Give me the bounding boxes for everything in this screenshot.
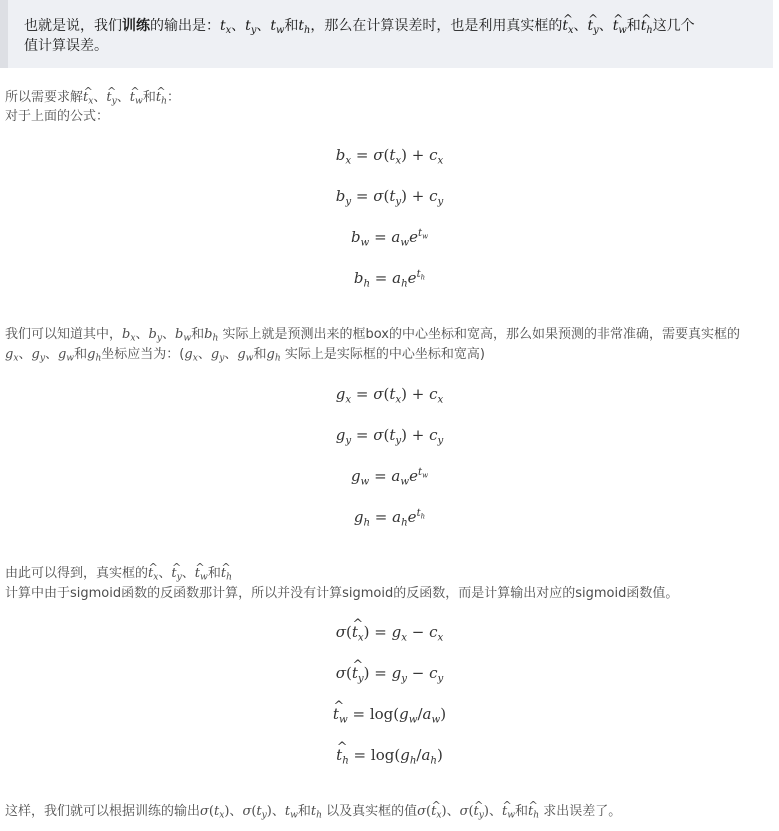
- math-ty: $t_y$: [245, 18, 257, 36]
- blockquote-text: 也就是说，我们训练的输出是：$t_x$、$t_y$、$t_w$和$t_h$，那么在计算误差时，也是利用真实框的^ $t_x$、^ $t_y$、^ $t_w$和^ $t_h$这几个 值计算误差。: [24, 16, 769, 56]
- text: 也就是说，我们: [24, 18, 122, 34]
- text: 的输出是：: [150, 18, 220, 34]
- paragraph-line: 所以需要求解^ $t_x$、^ $t_y$、^ $t_w$和^ $t_h$：: [5, 89, 180, 107]
- math-tw: $t_w$: [270, 18, 285, 36]
- blockquote: [0, 0, 773, 68]
- equation-gx: $g_x = \sigma(t_x) + c_x$: [335, 385, 444, 406]
- paragraph-line: $g_x$、$g_y$、$g_w$和$g_h$坐标应当为：($g_x$、$g_y$、$g_w$和$g_h$ 实际上是实际框的中心坐标和宽高): [5, 347, 485, 364]
- text: 这几个: [652, 18, 695, 34]
- equation-tw-hat: ^ $t_w = \log(g_w/a_w)$: [0, 704, 779, 724]
- text: ，那么在计算误差时，也是利用真实框的: [310, 18, 563, 34]
- equation-gh: $g_h = a_he^{t_h}$: [353, 507, 426, 529]
- equation-by: $b_y = \sigma(t_y) + c_y$: [335, 187, 444, 208]
- equation-gw: $g_w = a_we^{t_w}$: [350, 466, 429, 488]
- math-that-y: ^ $t_y$: [588, 18, 599, 34]
- equation-bw: $b_w = a_we^{t_w}$: [350, 227, 429, 249]
- paragraph-line: 我们可以知道其中，$b_x$、$b_y$、$b_w$和$b_h$ 实际上就是预测出来的框box的中心坐标和宽高，那么如果预测的非常准确，需要真实框的: [5, 327, 740, 344]
- math-that-x: ^ $t_x$: [562, 18, 573, 34]
- math-tx: $t_x$: [220, 18, 232, 36]
- equation-tx-hat: σ(^ $t_x) = g_x - c_x$: [0, 622, 779, 642]
- text: 值计算误差。: [24, 38, 108, 54]
- math-that-h: ^ $t_h$: [641, 18, 653, 34]
- equation-bx: $b_x = \sigma(t_x) + c_x$: [335, 146, 444, 167]
- math-th: $t_h$: [298, 18, 311, 36]
- math-that-w: ^ $t_w$: [613, 18, 627, 34]
- equation-bh: $b_h = a_he^{t_h}$: [353, 268, 426, 290]
- equation-gy: $g_y = \sigma(t_y) + c_y$: [335, 426, 444, 447]
- equation-th-hat: ^ $t_h = \log(g_h/a_h)$: [0, 745, 779, 765]
- paragraph-line: 由此可以得到，真实框的^ $t_x$、^ $t_y$、^ $t_w$和^ $t_h$: [5, 565, 232, 583]
- paragraph-line: 这样，我们就可以根据训练的输出$\sigma(t_x)$、$\sigma(t_y)$、$t_w$和$t_h$ 以及真实框的值σ(^ $t_x$)、σ(^ $t_y$)、^ $t_w$和^ $t_h$ 求出误差了。: [5, 803, 621, 821]
- paragraph-line: 对于上面的公式：: [5, 109, 110, 124]
- paragraph-line: 计算中由于sigmoid函数的反函数那计算，所以并没有计算sigmoid的反函数，而是计算输出对应的sigmoid函数值。: [5, 586, 679, 601]
- bold-text: 训练: [122, 18, 150, 34]
- equation-ty-hat: σ(^ $t_y) = g_y - c_y$: [0, 663, 779, 683]
